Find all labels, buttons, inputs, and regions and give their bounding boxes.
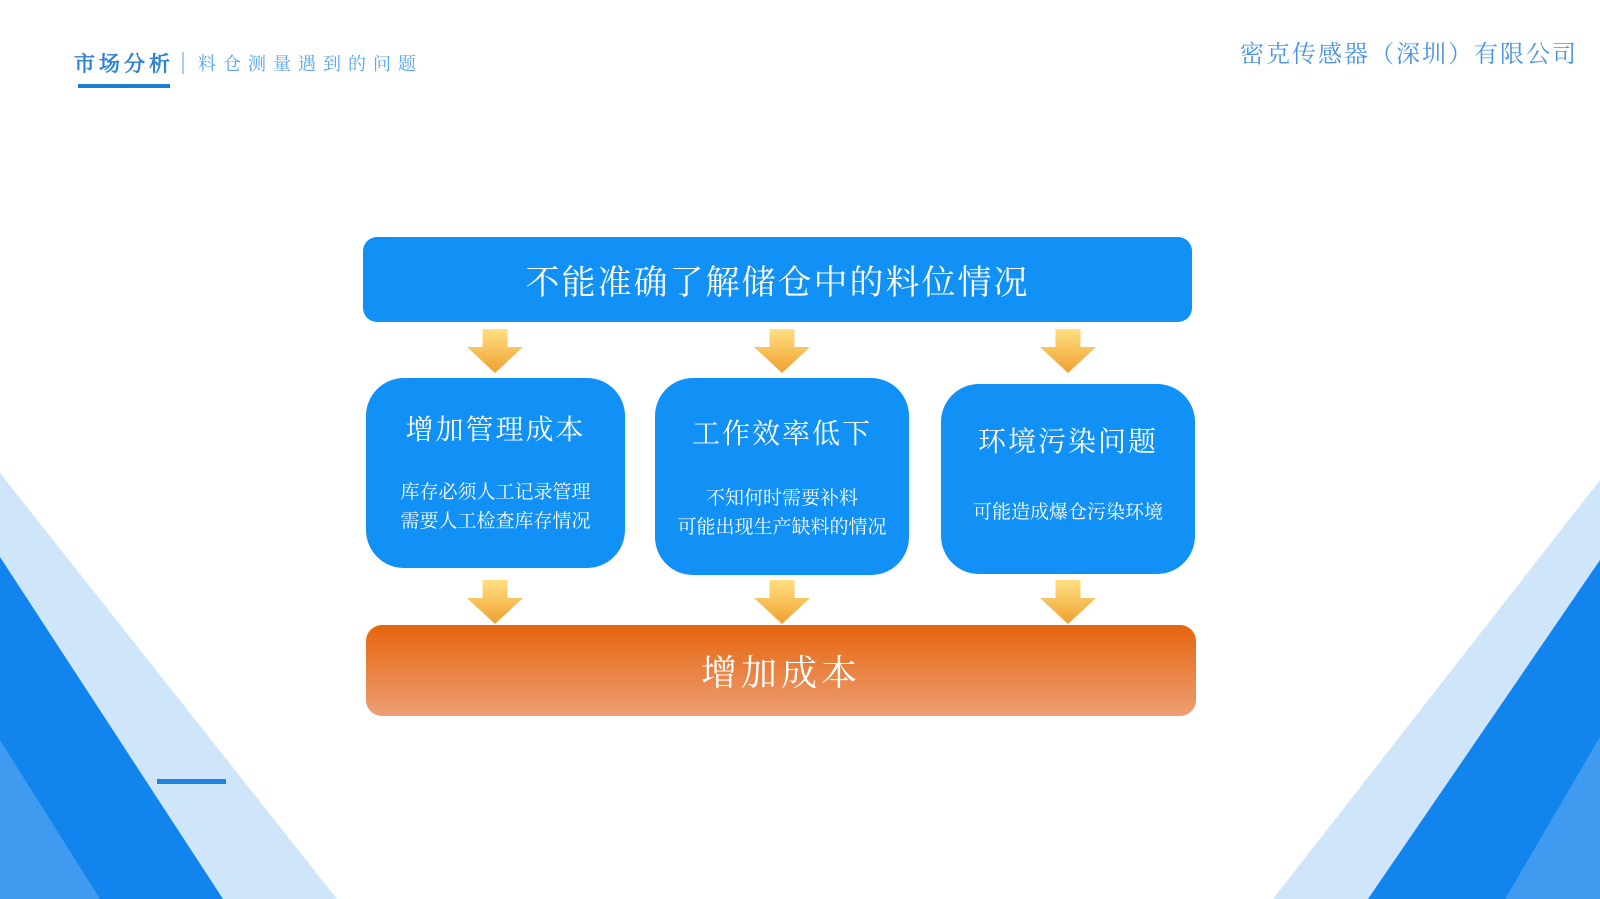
right-dark-band	[1368, 560, 1600, 899]
down-arrow-icon	[467, 329, 523, 373]
cause-line: 不知何时需要补料	[705, 488, 858, 509]
left-light-band	[0, 473, 337, 899]
cause-body	[973, 498, 1163, 527]
cause-line: 需要人工检查库存情况	[400, 511, 591, 533]
down-arrow-icon	[754, 329, 810, 373]
section-underline	[78, 84, 170, 88]
cause-line: 库存必须人工记录管理	[400, 482, 591, 503]
company-name: 密克传感器（深圳）有限公司	[1240, 41, 1578, 68]
cause-box-efficiency	[655, 378, 909, 575]
cause-body	[677, 484, 886, 543]
problem-text: 不能准确了解储仓中的料位情况	[525, 264, 1030, 302]
cause-title: 环境污染问题	[977, 426, 1158, 457]
header	[74, 48, 423, 78]
cause-box-pollution	[941, 384, 1195, 574]
right-medium-band	[1505, 737, 1600, 899]
right-light-band	[1273, 480, 1600, 899]
cause-title: 增加管理成本	[405, 414, 586, 445]
down-arrow-icon	[467, 580, 523, 624]
cause-box-management-cost	[366, 378, 625, 568]
cause-title: 工作效率低下	[691, 418, 872, 449]
cause-line: 可能出现生产缺料的情况	[677, 517, 887, 539]
cause-line: 可能造成爆仓污染环境	[972, 502, 1163, 523]
down-arrow-icon	[754, 580, 810, 624]
down-arrow-icon	[1040, 329, 1096, 373]
result-box	[366, 625, 1196, 716]
problem-box	[363, 237, 1192, 322]
cause-body	[400, 478, 590, 537]
down-arrow-icon	[1040, 580, 1096, 624]
header-divider	[182, 52, 184, 74]
slide-subtitle: 料仓测量遇到的问题	[198, 54, 423, 74]
accent-line	[157, 779, 226, 784]
left-dark-band	[0, 557, 223, 899]
result-text: 增加成本	[700, 652, 861, 693]
section-title: 市场分析	[74, 53, 174, 76]
left-medium-band	[0, 740, 100, 899]
